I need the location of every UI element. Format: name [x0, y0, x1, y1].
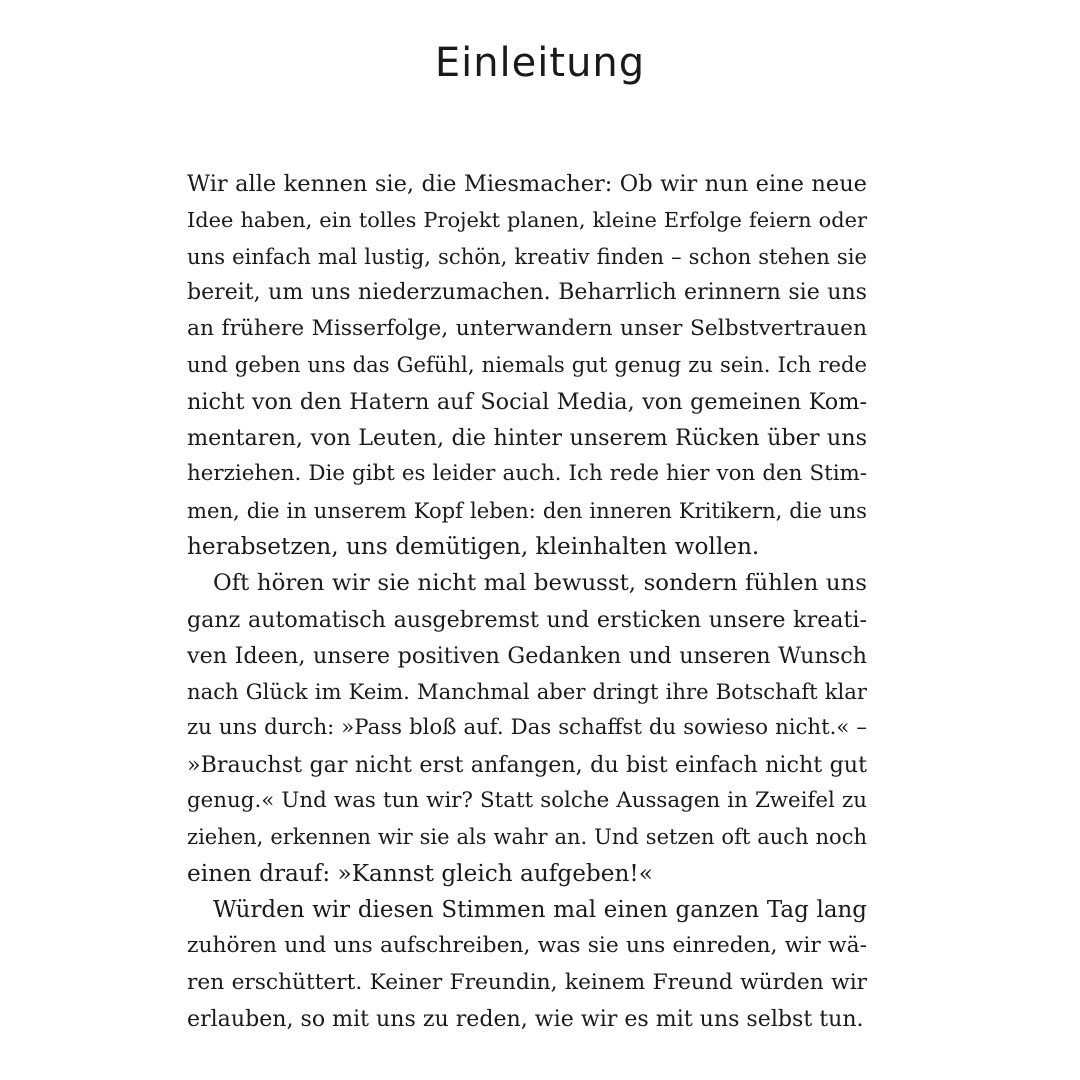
text-line: einen drauf: »Kannst gleich aufgeben!« [187, 859, 653, 887]
text-line: ren erschüttert. Keiner Freundin, keinem Freund würden wir [187, 969, 867, 995]
text-line: Wir alle kennen sie, die Miesmacher: Ob wir nun eine neue [187, 171, 867, 197]
paragraph-3 [187, 892, 867, 1037]
text-line: uns einfach mal lustig, schön, kreativ finden – schon stehen sie [187, 243, 867, 269]
text-line: zu uns durch: »Pass bloß auf. Das schaffst du sowieso nicht.« – [187, 715, 867, 741]
text-line: herziehen. Die gibt es leider auch. Ich rede hier von den Stim- [187, 461, 867, 487]
text-line: Würden wir diesen Stimmen mal einen ganzen Tag lang [213, 896, 867, 923]
text-line: und geben uns das Gefühl, niemals gut genug zu sein. Ich rede [187, 352, 867, 378]
text-line: erlauben, so mit uns zu reden, wie wir es mit uns selbst tun. [187, 1005, 864, 1032]
text-line: »Brauchst gar nicht erst anfangen, du bist einfach nicht gut [187, 751, 867, 778]
text-line: zuhören und uns aufschreiben, was sie uns einreden, wir wä- [187, 933, 867, 959]
chapter-title: Einleitung [434, 40, 646, 86]
text-line: ziehen, erkennen wir sie als wahr an. Und setzen oft auch noch [187, 825, 867, 850]
paragraph-2 [187, 565, 867, 892]
text-line: genug.« Und was tun wir? Statt solche Aussagen in Zweifel zu [187, 788, 867, 814]
text-line: bereit, um uns niederzumachen. Beharrlich erinnern sie uns [187, 279, 867, 305]
chapter-body [187, 166, 867, 1037]
text-line: ven Ideen, unsere positiven Gedanken und unseren Wunsch [187, 642, 867, 669]
text-line: nicht von den Hatern auf Social Media, von gemeinen Kom- [187, 388, 867, 415]
text-line: Idee haben, ein tolles Projekt planen, kleine Erfolge feiern oder [187, 208, 867, 233]
text-line: ganz automatisch ausgebremst und ersticken unsere kreati- [187, 606, 867, 633]
text-line: herabsetzen, uns demütigen, kleinhalten wollen. [187, 532, 760, 560]
text-line: nach Glück im Keim. Manchmal aber dringt ihre Botschaft klar [187, 679, 867, 705]
text-line: Oft hören wir sie nicht mal bewusst, sondern fühlen uns [213, 570, 867, 597]
text-line: men, die in unserem Kopf leben: den inneren Kritikern, die uns [187, 497, 867, 523]
text-line: an frühere Misserfolge, unterwandern unser Selbstvertrauen [187, 316, 867, 342]
text-line: mentaren, von Leuten, die hinter unserem Rücken über uns [187, 425, 867, 452]
paragraph-1 [187, 166, 867, 565]
